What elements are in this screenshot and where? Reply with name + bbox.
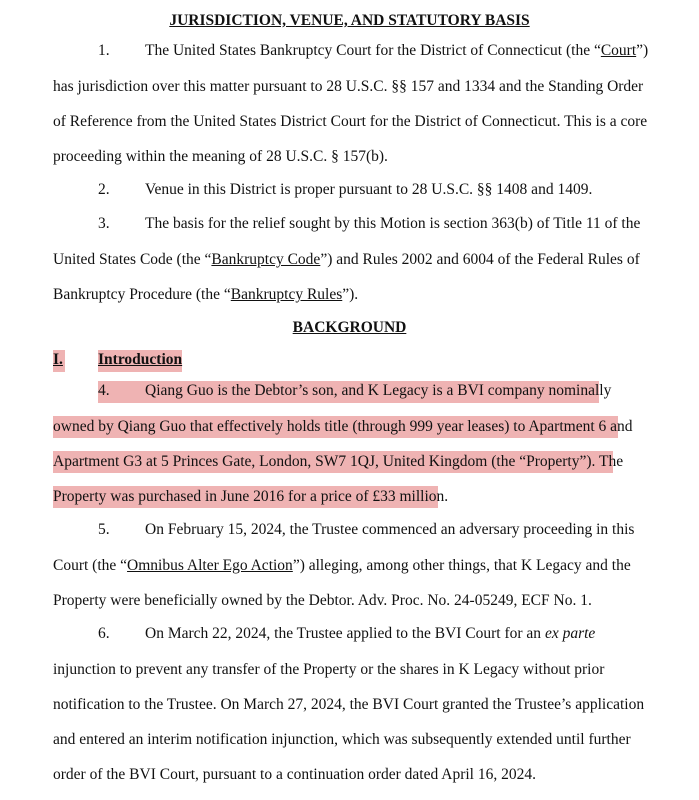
paragraph-line: On February 15, 2024, the Trustee commenced an adversary proceeding in this <box>145 521 635 538</box>
paragraph-line: order of the BVI Court, pursuant to a continuation order dated April 16, 2024. <box>53 766 536 783</box>
paragraph-line: Bankruptcy Procedure (the “Bankruptcy Rules”). <box>53 286 359 303</box>
paragraph-line: The basis for the relief sought by this Motion is section 363(b) of Title 11 of the <box>145 215 641 232</box>
paragraph-number: 1. <box>98 42 110 59</box>
paragraph-line: has jurisdiction over this matter pursuant to 28 U.S.C. §§ 157 and 1334 and the Standing Order <box>53 78 644 95</box>
defined-term: Court <box>600 42 637 59</box>
paragraph-line: Property was purchased in June 2016 for a price of £33 million. <box>53 488 449 505</box>
paragraph-line: notification to the Trustee. On March 27, 2024, the BVI Court granted the Trustee’s application <box>53 696 645 713</box>
heading-jurisdiction: JURISDICTION, VENUE, AND STATUTORY BASIS <box>169 12 530 29</box>
paragraph-line: and entered an interim notification injunction, which was subsequently extended until further <box>53 731 631 748</box>
section-number: I. <box>53 351 63 368</box>
paragraph-number: 6. <box>98 625 110 642</box>
paragraph-number: 5. <box>98 521 110 538</box>
defined-term: Bankruptcy Rules <box>230 286 343 303</box>
defined-term: Bankruptcy Code <box>211 251 321 268</box>
paragraph-line: proceeding within the meaning of 28 U.S.C. § 157(b). <box>53 148 388 165</box>
paragraph-line: owned by Qiang Guo that effectively holds title (through 999 year leases) to Apartment 6 and <box>53 418 633 435</box>
paragraph-line: The United States Bankruptcy Court for the District of Connecticut (the “Court”) <box>145 42 649 59</box>
heading-background: BACKGROUND <box>292 319 407 336</box>
paragraph-line: Venue in this District is proper pursuant to 28 U.S.C. §§ 1408 and 1409. <box>145 181 593 198</box>
paragraph-line: Property were beneficially owned by the Debtor. Adv. Proc. No. 24-05249, ECF No. 1. <box>53 592 592 609</box>
defined-term: Omnibus Alter Ego Action <box>127 557 293 574</box>
paragraph-number: 2. <box>98 181 110 198</box>
paragraph-line: United States Code (the “Bankruptcy Code”) and Rules 2002 and 6004 of the Federal Rules of <box>53 251 640 268</box>
italic-term: ex parte <box>544 625 596 642</box>
paragraph-line: Qiang Guo is the Debtor’s son, and K Legacy is a BVI company nominally <box>145 382 612 399</box>
paragraph-number: 3. <box>98 215 110 232</box>
paragraph-number: 4. <box>98 382 110 399</box>
section-title: Introduction <box>98 351 183 368</box>
paragraph-line: injunction to prevent any transfer of the Property or the shares in K Legacy without prior <box>53 661 605 678</box>
paragraph-line: Court (the “Omnibus Alter Ego Action”) alleging, among other things, that K Legacy and the <box>53 557 631 574</box>
paragraph-line: Apartment G3 at 5 Princes Gate, London, SW7 1QJ, United Kingdom (the “Property”). The <box>53 453 624 470</box>
paragraph-line: of Reference from the United States District Court for the District of Connecticut. This is a core <box>53 113 648 130</box>
paragraph-line: On March 22, 2024, the Trustee applied to the BVI Court for an ex parte <box>145 625 596 642</box>
